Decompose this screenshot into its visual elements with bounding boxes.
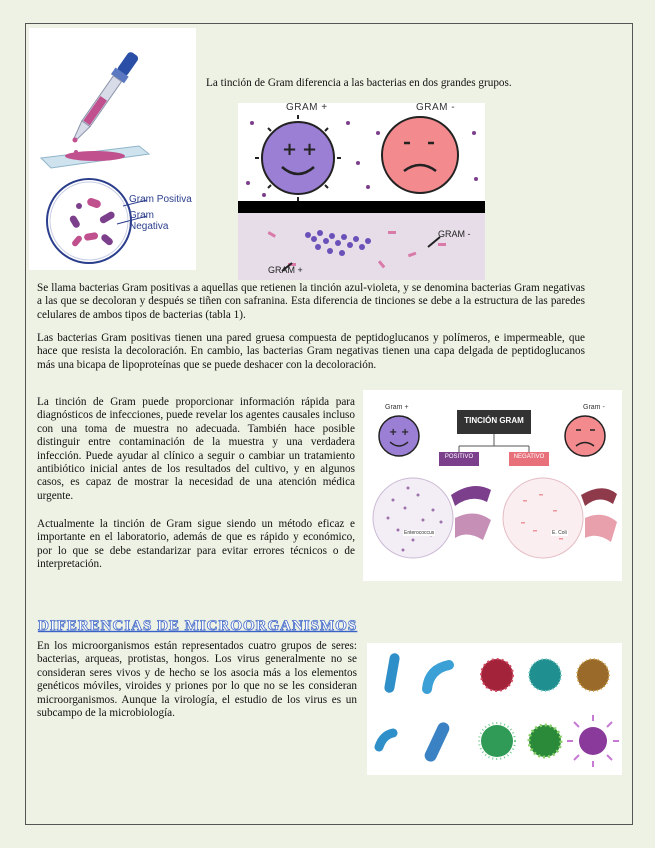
- gram-negativa-label: Gram Negativa: [129, 210, 169, 232]
- gram-smiley-figure: [238, 103, 485, 280]
- tincion-gram-title: TINCIÓN GRAM: [464, 416, 524, 425]
- micro-minus-label: GRAM -: [438, 229, 471, 239]
- microorganisms-image: [367, 643, 622, 775]
- gram-plus-label: GRAM +: [286, 103, 328, 113]
- section-heading: DIFERENCIAS DE MICROORGANISMOS: [38, 618, 358, 634]
- dropper-figure: [29, 28, 196, 270]
- intro-text: La tinción de Gram diferencia a las bacterias en dos grandes grupos.: [206, 77, 512, 89]
- gram-minus-label: GRAM -: [416, 103, 456, 113]
- gram-plus-small-label: Gram +: [385, 404, 409, 411]
- paragraph-gram-uses: La tinción de Gram puede proporcionar información rápida para diagnósticos de infecciones, puede revelar los agentes causales incluso con una toma de muestra no adecuada. También hace posible distinguir entre contaminación de la muestra y una verdadera infección. Puede ayudar al clínico a seguir o cambiar un tratamiento antibiótico inicial antes de los resultados del cultivo, y en algunos casos, es capaz de mostrar la necesidad de una atención médica urgente.: [37, 396, 355, 502]
- ecoli-label: E. Coli: [552, 530, 567, 536]
- negativo-box-label: NEGATIVO: [513, 454, 545, 460]
- gram-positiva-label: Gram Positiva: [129, 194, 192, 205]
- paragraph-gram-today: Actualmente la tinción de Gram sigue siendo un método eficaz e importante en el laboratorio, además de que es rápido y económico, por lo que se debe estandarizar para evitar errores técnicos o de interpretación.: [37, 518, 355, 571]
- positivo-box-label: POSITIVO: [444, 454, 474, 460]
- gram-minus-small-label: Gram -: [583, 404, 605, 411]
- svg-text:+: +: [302, 139, 318, 160]
- svg-text:+: +: [282, 139, 298, 160]
- enterococcus-label: Enterococcus: [404, 530, 435, 536]
- tincion-gram-diagram: [363, 390, 622, 581]
- paragraph-gram-definition: Se llama bacterias Gram positivas a aquellas que retienen la tinción azul-violeta, y se denomina bacterias Gram negativas a las que se decoloran y después se tiñen con safranina. Esta diferencia de tinciones se debe a la estructura de las paredes celulares de ambos tipos de bacterias (tabla 1).: [37, 282, 585, 321]
- micro-plus-label: GRAM +: [268, 265, 303, 275]
- paragraph-gram-walls: Las bacterias Gram positivas tienen una pared gruesa compuesta de peptidoglucanos y polímeros, e impermeable, que hace que resista la decoloración. En cambio, las bacterias Gram negativas tienen una capa delgada de peptidoglucanos más una bicapa de lipoproteínas que se puede deshacer con la decoloración.: [37, 332, 585, 371]
- paragraph-microorganisms: En los microorganismos están representados cuatro grupos de seres: bacterias, arqueas, protistas, hongos. Los virus generalmente no se consideran seres vivos y de hecho se los asocia más a los elementos genéticos móviles, viroides y priones por lo que no se les consideran microorganismos. Aunque la virología, el estudio de los virus es un subcampo de la microbiología.: [37, 640, 357, 720]
- svg-text:+ +: + +: [389, 427, 410, 438]
